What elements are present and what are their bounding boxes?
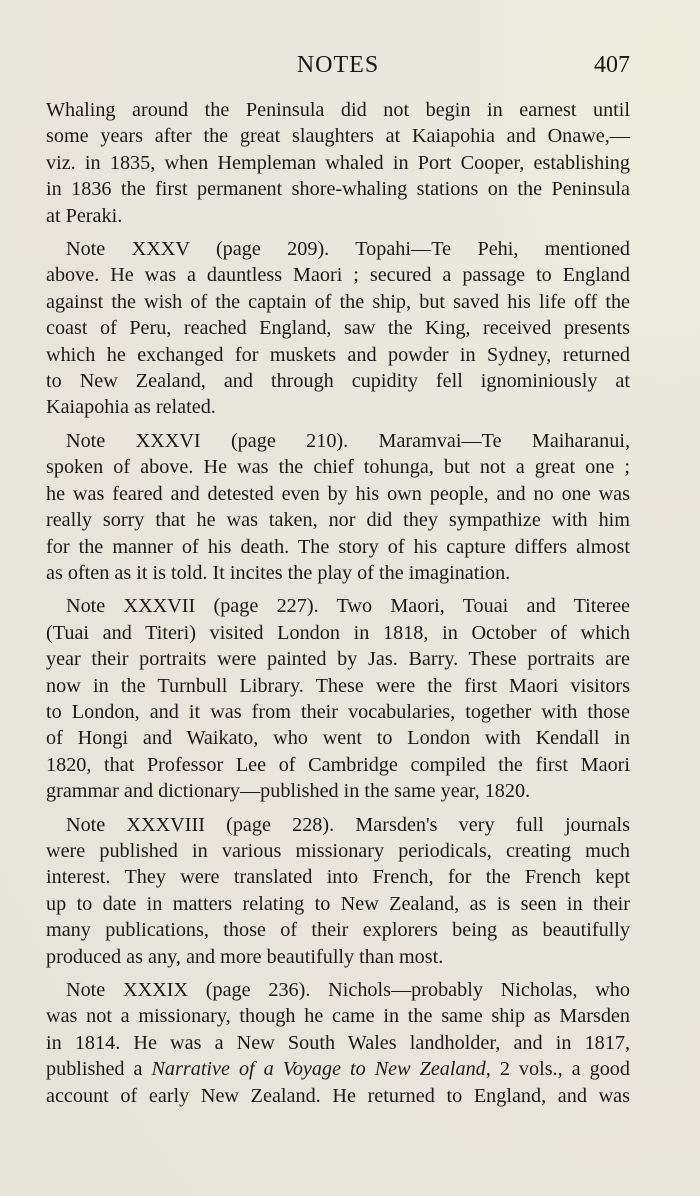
text-line: really sorry that he was taken, nor did they sympathize with him — [46, 509, 630, 532]
text-line: Note XXXVIII (page 228). Marsden's very full journals — [66, 813, 630, 836]
running-head: NOTES — [296, 52, 380, 78]
paragraph — [46, 97, 630, 229]
text-line: 1820, that Professor Lee of Cambridge compiled the first Maori — [46, 753, 630, 776]
text-line: for the manner of his death. The story of his capture differs almost — [46, 535, 630, 558]
text-line: up to date in matters relating to New Zealand, as is seen in their — [46, 892, 630, 915]
text-line: grammar and dictionary—published in the same year, 1820. — [46, 780, 531, 803]
text-line: above. He was a dauntless Maori ; secured a passage to England — [46, 264, 630, 287]
text-line: Note XXXV (page 209). Topahi—Te Pehi, mentioned — [66, 238, 630, 261]
text-line: which he exchanged for muskets and powder in Sydney, returned — [46, 343, 630, 366]
text-line: of Hongi and Waikato, who went to London with Kendall in — [46, 727, 630, 750]
page-number: 407 — [594, 52, 630, 78]
paragraph — [46, 812, 630, 970]
text-line: in 1836 the first permanent shore-whaling stations on the Peninsula — [46, 178, 630, 201]
text-line: was not a missionary, though he came in the same ship as Marsden — [46, 1005, 630, 1028]
paragraph — [46, 428, 630, 586]
text-line: to New Zealand, and through cupidity fell ignominiously at — [46, 370, 630, 393]
text-line: Whaling around the Peninsula did not begin in earnest until — [46, 99, 630, 121]
text-line: Note XXXVII (page 227). Two Maori, Touai and Titeree — [66, 595, 630, 618]
text-line: to London, and it was from their vocabularies, together with those — [46, 700, 630, 723]
text-line: Note XXXIX (page 236). Nichols—probably Nicholas, who — [66, 979, 630, 1001]
text-line: against the wish of the captain of the ship, but saved his life off the — [46, 290, 630, 313]
text-line: Kaiapohia as related. — [46, 396, 216, 419]
text-line: interest. They were translated into French, for the French kept — [46, 866, 630, 889]
text-line: produced as any, and more beautifully than most. — [46, 945, 444, 968]
text-line: in 1814. He was a New South Wales landholder, and in 1817, — [46, 1031, 630, 1054]
book-title-italic: Narrative of a Voyage to New Zealand — [151, 1058, 486, 1081]
text-line: he was feared and detested even by his own people, and no one was — [46, 482, 630, 505]
paragraph — [46, 977, 630, 1109]
text-line: viz. in 1835, when Hempleman whaled in Port Cooper, establishing — [46, 151, 630, 174]
text-line: published a Narrative of a Voyage to New Zealand, 2 vols., a good — [46, 1058, 630, 1081]
text-line: coast of Peru, reached England, saw the King, received presents — [46, 317, 630, 340]
text-line: were published in various missionary periodicals, creating much — [46, 839, 630, 862]
text-line: year their portraits were painted by Jas. Barry. These portraits are — [46, 648, 630, 671]
text-line: Note XXXVI (page 210). Maramvai—Te Maiharanui, — [66, 429, 630, 452]
text-line: many publications, those of their explorers being as beautifully — [46, 919, 630, 942]
text-line: account of early New Zealand. He returned to England, and was — [46, 1084, 630, 1107]
text-line: at Peraki. — [46, 204, 123, 227]
text-line: (Tuai and Titeri) visited London in 1818, in October of which — [46, 621, 630, 644]
paragraph — [46, 593, 630, 804]
body-text — [46, 97, 630, 1116]
text-line: as often as it is told. It incites the play of the imagination. — [46, 561, 511, 584]
text-line: some years after the great slaughters at Kaiapohia and Onawe,— — [46, 125, 630, 148]
paragraph — [46, 236, 630, 421]
text-line: now in the Turnbull Library. These were the first Maori visitors — [46, 674, 630, 697]
page-header — [46, 52, 630, 86]
text-line: spoken of above. He was the chief tohunga, but not a great one ; — [46, 456, 630, 479]
